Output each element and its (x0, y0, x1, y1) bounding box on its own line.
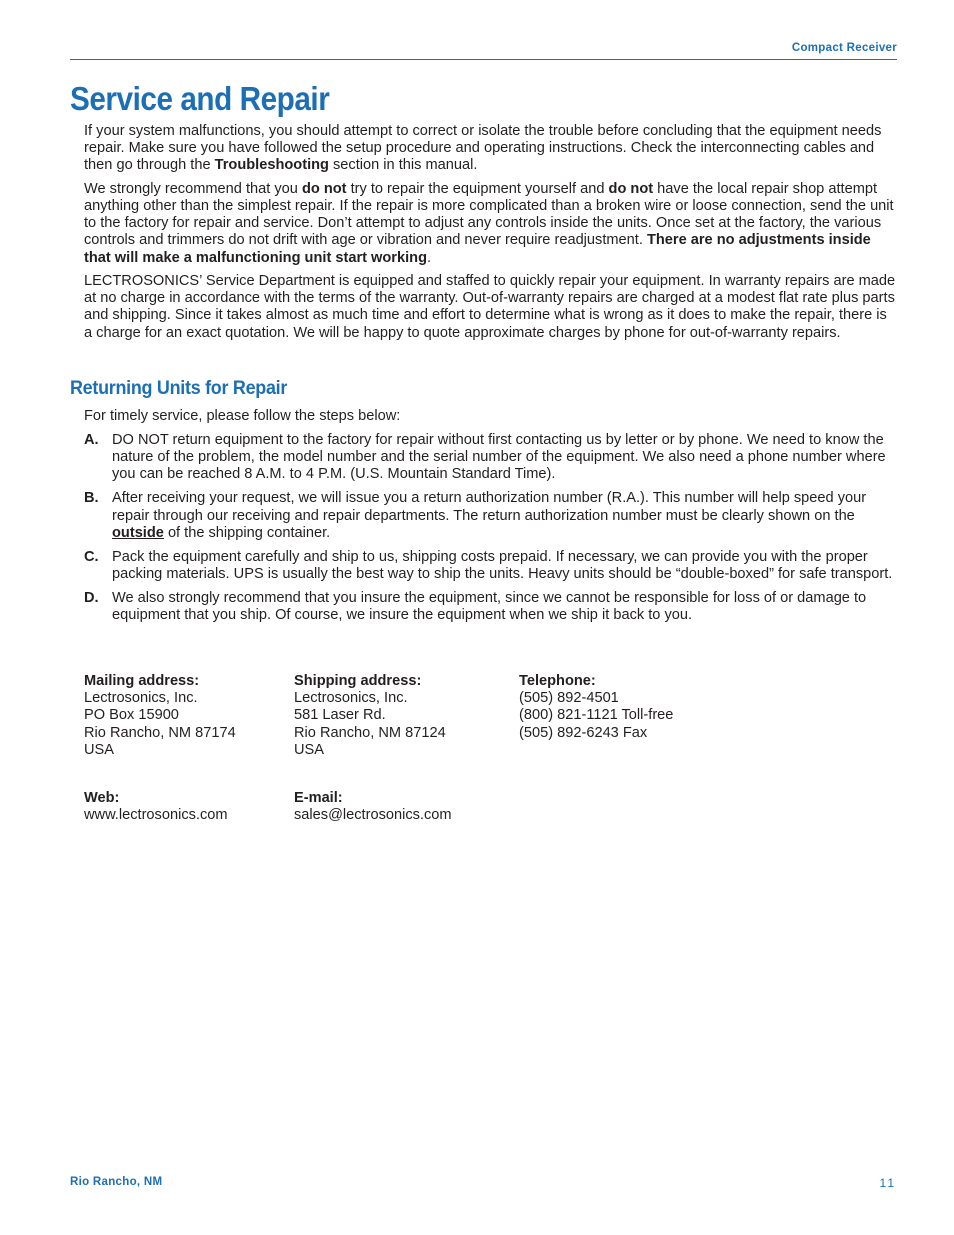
step-letter: D. (84, 589, 99, 606)
paragraph-troubleshoot: If your system malfunctions, you should attempt to correct or isolate the trouble before concluding that the equipment needs repair. Make sure you have followed the setup procedure and operating instructions. Check the interconnecting cables and then go through the Troubleshooting section in this manual. (84, 123, 882, 174)
telephone-numbers: Telephone: (505) 892-4501 (800) 821-1121 Toll-free (505) 892-6243 Fax (519, 673, 674, 741)
step-text: We also strongly recommend that you insure the equipment, since we cannot be responsible for loss of or damage to equipment that you ship. Of course, we insure the equipment when we ship it back to you. (112, 589, 867, 623)
web-link[interactable]: www.lectrosonics.com (84, 807, 228, 824)
mailing-address: Mailing address: Lectrosonics, Inc. PO Box 15900 Rio Rancho, NM 87174 USA (84, 673, 236, 758)
email-link[interactable]: sales@lectrosonics.com (294, 807, 452, 824)
email-address: E-mail: sales@lectrosonics.com (294, 790, 452, 824)
paragraph-service-department: LECTROSONICS’ Service Department is equipped and staffed to quickly repair your equipment. In warranty repairs are made at no charge in accordance with the terms of the warranty. Out-of-warranty repairs are charged at a modest flat rate plus parts and shipping. Since it takes almost as much time and effort to determine what is wrong as it does to make the repair, there is a charge for an exact quotation. We will be happy to quote approximate charges by phone for out-of-warranty repairs. (84, 273, 896, 341)
step-text: Pack the equipment carefully and ship to us, shipping costs prepaid. If necessary, we can provide you with the proper packing materials. UPS is usually the best way to ship the units. Heavy units should be “double-boxed” for safe transport. (112, 548, 893, 582)
steps-list (84, 432, 898, 631)
step-text: DO NOT return equipment to the factory for repair without first contacting us by letter or by phone. We need to know the nature of the problem, the model number and the serial number of the equipment. We also need a phone number where you can be reached 8 A.M. to 4 P.M. (U.S. Mountain Standard Time). (112, 432, 886, 483)
step-d (84, 590, 898, 624)
service-body (84, 123, 898, 348)
step-letter: A. (84, 432, 99, 448)
returning-intro: For timely service, please follow the steps below: (84, 408, 401, 424)
section-heading-returning: Returning Units for Repair (70, 377, 288, 399)
page-number: 11 (879, 1176, 896, 1190)
header-rule (70, 59, 897, 60)
web-address: Web: www.lectrosonics.com (84, 790, 228, 824)
step-letter: B. (84, 490, 99, 507)
step-c (84, 549, 898, 583)
step-a (84, 432, 898, 484)
step-b (84, 490, 898, 542)
shipping-address: Shipping address: Lectrosonics, Inc. 581 Laser Rd. Rio Rancho, NM 87124 USA (294, 673, 446, 758)
footer-location: Rio Rancho, NM (70, 1176, 163, 1188)
page-title: Service and Repair (70, 80, 330, 117)
step-text: After receiving your request, we will issue you a return authorization number (R.A.). This number will help speed your repair through our receiving and repair departments. The return authorization number must be clearly shown on the outside of the shipping container. (112, 490, 867, 541)
running-header-title: Compact Receiver (791, 42, 897, 54)
step-letter: C. (84, 548, 99, 565)
paragraph-recommendation: We strongly recommend that you do not try to repair the equipment yourself and do not have the local repair shop attempt anything other than the simplest repair. If the repair is more complicated than a broken wire or loose connection, send the unit to the factory for repair and service. Don’t attempt to adjust any controls inside the units. Once set at the factory, the various controls and trimmers do not drift with age or vibration and never require readjustment. There are no adjustments inside that will make a malfunctioning unit start working. (84, 180, 894, 266)
